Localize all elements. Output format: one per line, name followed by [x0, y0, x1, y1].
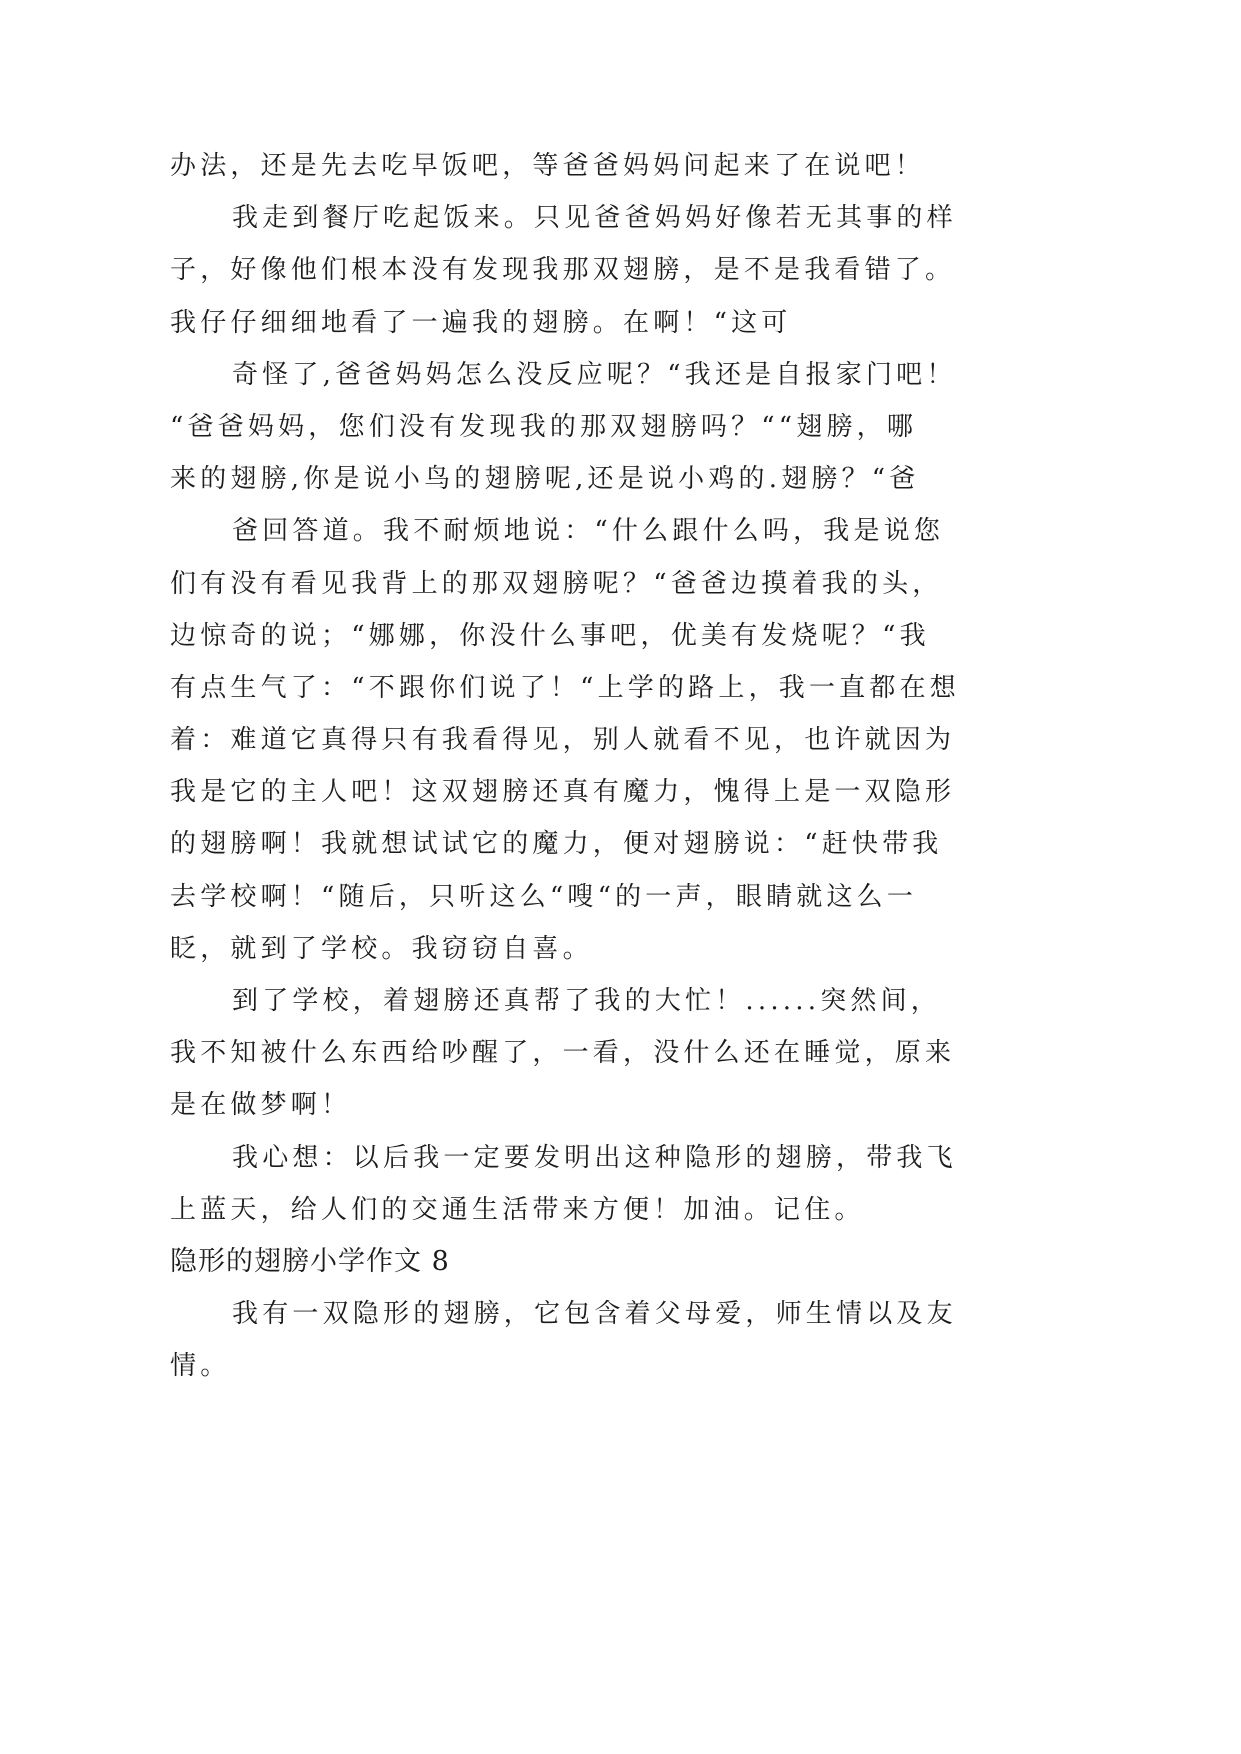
text-line: 眨，就到了学校。我窃窃自喜。 — [170, 933, 593, 964]
text-line: 着：难道它真得只有我看得见，别人就看不见，也许就因为 — [170, 725, 956, 756]
text-line: 情。 — [170, 1351, 231, 1382]
text-line: 边惊奇的说；“娜娜，你没什么事吧，优美有发烧呢？“我 — [170, 620, 930, 651]
paragraph — [170, 192, 1170, 349]
text-line: 来的翅膀,你是说小鸟的翅膀呢,还是说小鸡的.翅膀？“爸 — [170, 464, 920, 495]
paragraph — [170, 1288, 1170, 1392]
text-line: “爸爸妈妈，您们没有发现我的那双翅膀吗？““翅膀，哪 — [170, 411, 918, 442]
text-line: 我仔仔细细地看了一遍我的翅膀。在啊！“这可 — [170, 307, 792, 338]
paragraph — [170, 140, 1170, 192]
text-line: 奇怪了,爸爸妈妈怎么没反应呢？“我还是自报家门吧！ — [232, 359, 957, 390]
text-line: 办法，还是先去吃早饭吧，等爸爸妈妈问起来了在说吧！ — [170, 151, 926, 181]
text-line: 们有没有看见我背上的那双翅膀呢？“爸爸边摸着我的头， — [170, 568, 943, 599]
text-line: 我不知被什么东西给吵醒了，一看，没什么还在睡觉，原来 — [170, 1038, 956, 1069]
text-line: 我走到餐厅吃起饭来。只见爸爸妈妈好像若无其事的样 — [232, 203, 957, 234]
text-line: 到了学校，着翅膀还真帮了我的大忙！......突然间， — [232, 986, 941, 1016]
text-line: 我有一双隐形的翅膀，它包含着父母爱，师生情以及友 — [232, 1299, 957, 1330]
text-line: 的翅膀啊！我就想试试它的魔力，便对翅膀说：“赶快带我 — [170, 829, 943, 860]
paragraph — [170, 349, 1170, 506]
document-body — [170, 140, 1170, 1393]
text-line: 我是它的主人吧！这双翅膀还真有魔力，愧得上是一双隐形 — [170, 777, 956, 808]
text-line: 爸回答道。我不耐烦地说：“什么跟什么吗，我是说您 — [232, 516, 945, 547]
paragraph — [170, 975, 1170, 1132]
text-line: 子，好像他们根本没有发现我那双翅膀，是不是我看错了。 — [170, 255, 956, 286]
text-line: 我心想：以后我一定要发明出这种隐形的翅膀，带我飞 — [232, 1142, 957, 1173]
text-line: 去学校啊！“随后，只听这么“嗖“的一声，眼睛就这么一 — [170, 881, 918, 912]
paragraph — [170, 505, 1170, 975]
section-heading: 隐形的翅膀小学作文 8 — [170, 1245, 450, 1277]
paragraph — [170, 1132, 1170, 1236]
text-line: 上蓝天，给人们的交通生活带来方便！加油。记住。 — [170, 1194, 865, 1225]
text-line: 是在做梦啊！ — [170, 1090, 352, 1121]
text-line: 有点生气了：“不跟你们说了！“上学的路上，我一直都在想 — [170, 672, 960, 703]
